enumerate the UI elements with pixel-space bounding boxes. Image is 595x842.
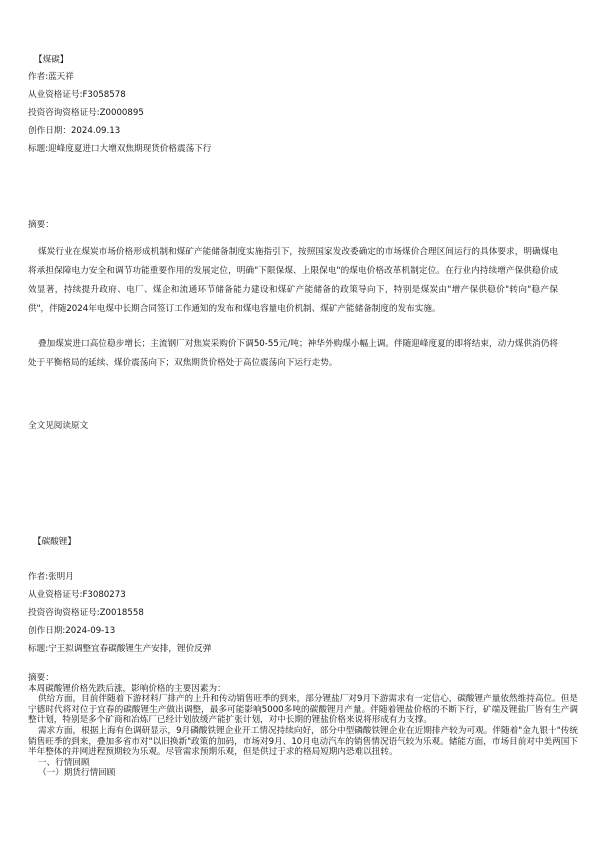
coal-section-title: 【煤碳】 bbox=[34, 55, 69, 65]
lithium-date: 创作日期:2024-09-13 bbox=[28, 626, 116, 636]
lithium-author: 作者:张明月 bbox=[28, 572, 74, 582]
coal-advisory: 投资咨询资格证号:Z0000895 bbox=[28, 108, 144, 118]
lithium-demand-paragraph: 需求方面，根据上海有色调研显示，9月磷酸铁锂企业开工情况持续向好，部分中型磷酸铁锂企业在近期排产较为可观。伴随着"金九银十"传统销售旺季的到来，叠加多省市对"以旧换新"政策的加码，市场对9月、10月电动汽车的销售情况语气较为乐观。储能方面，市场目前对中美两国下半年整体的并网进程预期较为乐观。尽管需求预期乐观，但是供过于求的格局短期内恐难以扭转。 bbox=[28, 725, 578, 758]
coal-date: 创作日期：2024.09.13 bbox=[28, 126, 121, 136]
coal-paragraph-2: 叠加煤炭进口高位稳步增长；主流钢厂对焦炭采购价下调50-55元/吨；神华外购煤小幅上调。伴随迎峰度夏的即将结束，动力煤供消仍将处于平衡格局的延续、煤价震荡向下；双焦期货价格处于高位震荡向下运行走势。 bbox=[28, 339, 558, 368]
lithium-headline: 标题:宁王拟调整宜春碳酸锂生产安排，锂价反弹 bbox=[28, 644, 212, 654]
coal-paragraph-1: 煤炭行业在煤炭市场价格形成机制和煤矿产能储备制度实施指引下，按照国家发改委确定的市场煤价合理区间运行的具体要求，明确煤电将承担保障电力安全和调节功能重要作用的发展定位，明确"下限保煤、上限保电"的煤电价格改革机制定位。在行业内持续增产保供稳价成效显著，持续提升政府、电厂、煤企和流通环节储备能力建设和煤矿产能储备的政策导向下，特别是煤炭由"增产保供稳价"转向"稳产保供"，伴随2024年电煤中长期合同签订工作通知的发布和煤电容量电价机制、煤矿产能储备制度的发布实施。 bbox=[28, 247, 558, 314]
coal-read-more: 全文见阅读原文 bbox=[28, 421, 89, 431]
coal-qualification: 从业资格证号:F3058578 bbox=[28, 90, 126, 100]
lithium-heading-1: 一、行情回顾 bbox=[38, 757, 90, 768]
lithium-abstract-label: 摘要： bbox=[28, 673, 54, 683]
lithium-section-title: 【碳酸锂】 bbox=[33, 537, 76, 547]
lithium-heading-2: （一）期货行情回顾 bbox=[38, 768, 116, 779]
lithium-summary-intro: 本周碳酸锂价格先跌后涨，影响价格的主要因素为： bbox=[28, 683, 226, 694]
lithium-advisory: 投资咨询资格证号:Z0018558 bbox=[28, 608, 144, 618]
lithium-supply-paragraph: 供给方面，目前伴随着下游材料厂排产的上升和传动销售旺季的到来，部分锂盐厂对9月下游需求有一定信心，碳酸锂产量依然维持高位。但是宁德时代将对位于宜春的碳酸锂生产做出调整，最多可能影响5000多吨的碳酸锂月产量。伴随着锂盐价格的不断下行，矿端及锂盐厂皆有生产调整计划，特别是多个矿商和冶炼厂已经计划放缓产能扩张计划，对中长期的锂盐价格来说将形成有力支撑。 bbox=[28, 694, 578, 726]
lithium-qualification: 从业资格证号:F3080273 bbox=[28, 590, 126, 600]
lithium-abstract-block bbox=[28, 673, 578, 779]
coal-abstract-label: 摘要： bbox=[28, 220, 54, 230]
coal-author: 作者:蓝天祥 bbox=[28, 72, 74, 82]
coal-headline: 标题:迎峰度夏进口大增双焦期现货价格震荡下行 bbox=[28, 144, 212, 154]
